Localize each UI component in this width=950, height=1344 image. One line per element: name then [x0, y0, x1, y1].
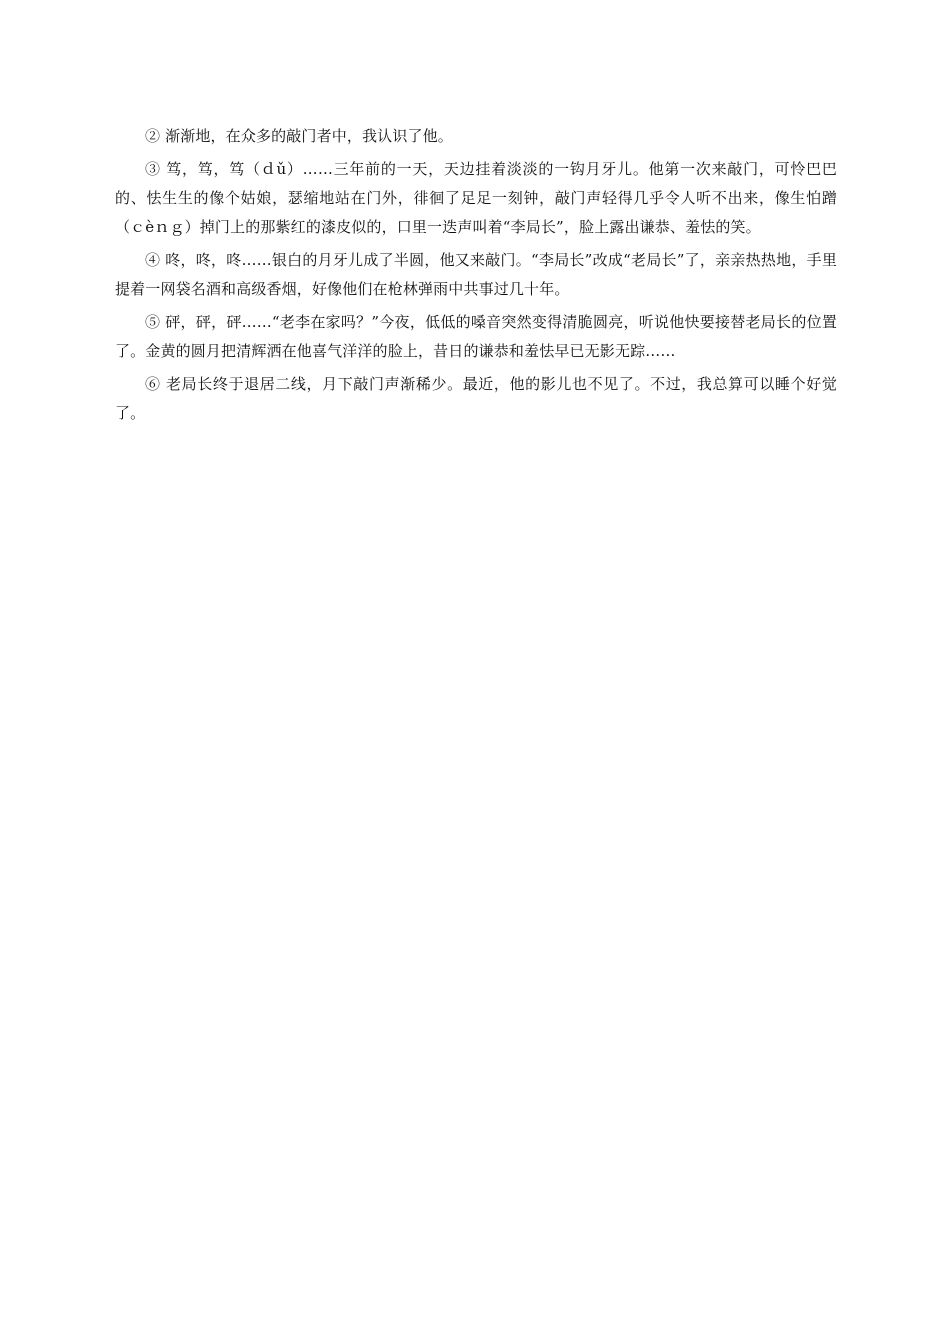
paragraph-2: ② 渐渐地，在众多的敲门者中，我认识了他。 [145, 127, 453, 145]
article-body [115, 122, 837, 432]
paragraph-5: ⑤ 砰，砰，砰……“老李在家吗？”今夜，低低的嗓音突然变得清脆圆亮，听说他快要接替老局长的位置了。金黄的圆月把清辉洒在他喜气洋洋的脸上，昔日的谦恭和羞怯早已无影无踪…… [115, 313, 837, 360]
paragraph-4: ④ 咚，咚，咚……银白的月牙儿成了半圆，他又来敲门。“李局长”改成“老局长”了，亲亲热热地，手里提着一网袋名酒和高级香烟，好像他们在枪林弹雨中共事过几十年。 [115, 251, 837, 298]
paragraph-6: ⑥ 老局长终于退居二线，月下敲门声渐稀少。最近，他的影儿也不见了。不过，我总算可以睡个好觉了。 [115, 375, 837, 422]
paragraph-3: ③ 笃，笃，笃（ｄǔ）……三年前的一天，天边挂着淡淡的一钩月牙儿。他第一次来敲门，可怜巴巴的、怯生生的像个姑娘，瑟缩地站在门外，徘徊了足足一刻钟，敲门声轻得几乎令人听不出来，像生怕蹭（ｃèｎｇ）掉门上的那紫红的漆皮似的，口里一迭声叫着“李局长”，脸上露出谦恭、羞怯的笑。 [115, 160, 837, 236]
